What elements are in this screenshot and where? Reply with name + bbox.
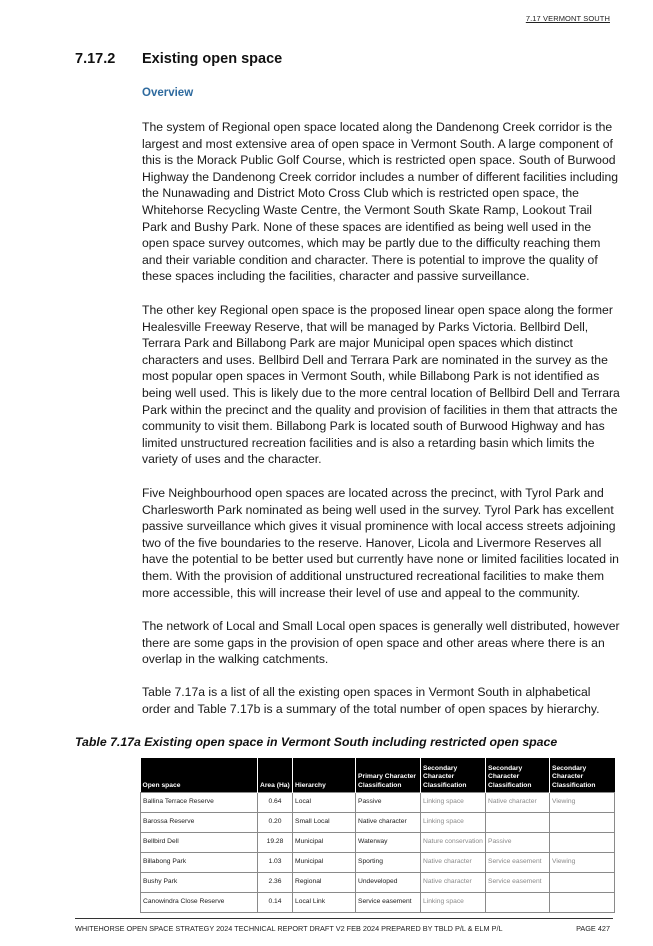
- section-title: Existing open space: [142, 51, 283, 67]
- cell-secondary-3: [550, 893, 615, 913]
- section-number: 7.17.2: [75, 51, 116, 67]
- table-row: [141, 893, 615, 913]
- cell-hierarchy: Local Link: [293, 893, 356, 913]
- cell-hierarchy: Municipal: [293, 833, 356, 853]
- cell-secondary-1: Nature conservation: [421, 833, 486, 853]
- header-secondary-character-3: Secondary Character Classification: [550, 758, 615, 793]
- header-area: Area (Ha): [258, 758, 293, 793]
- cell-primary-character: Native character: [356, 813, 421, 833]
- footer-divider: [75, 918, 613, 919]
- cell-primary-character: Sporting: [356, 853, 421, 873]
- cell-secondary-1: Linking space: [421, 893, 486, 913]
- cell-secondary-3: [550, 813, 615, 833]
- cell-open-space: Ballina Terrace Reserve: [141, 793, 258, 813]
- footer-page-number: PAGE 427: [576, 924, 610, 933]
- paragraph-table-intro: Table 7.17a is a list of all the existing open spaces in Vermont South in alphabetical order and Table 7.17b is a summary of the total number of open spaces by hierarchy.: [142, 685, 600, 716]
- running-header: 7.17 VERMONT SOUTH: [525, 14, 610, 23]
- cell-secondary-1: Native character: [421, 873, 486, 893]
- cell-primary-character: Waterway: [356, 833, 421, 853]
- cell-secondary-1: Linking space: [421, 793, 486, 813]
- cell-hierarchy: Municipal: [293, 853, 356, 873]
- cell-open-space: Barossa Reserve: [141, 813, 258, 833]
- table-header-row: [141, 758, 615, 793]
- cell-secondary-2: Service easement: [486, 873, 550, 893]
- paragraph-neighbourhood: Five Neighbourhood open spaces are located across the precinct, with Tyrol Park and Charlesworth Park nominated as being well used in the survey. Tyrol Park has excellent passive surveillance which gives it visual prominence with local access streets adjoining two of the five boundaries to the reserve. Hanover, Licola and Livermore Reserves all have the potential to be better used but currently have none or limited facilities located in them. With the provision of additional unstructured recreational facilities to make them more accessible, this will increase their level of use and appeal to the community.: [142, 486, 619, 600]
- cell-hierarchy: Local: [293, 793, 356, 813]
- table-row: [141, 833, 615, 853]
- paragraph-regional-healesville: The other key Regional open space is the proposed linear open space along the former Healesville Freeway Reserve, that will be managed by Parks Victoria. Bellbird Dell, Terrara Park and Billabong Park are major Municipal open spaces which distinct characters and uses. Bellbird Dell and Terrara Park are nominated in the survey as the most popular open spaces in Vermont South, while Billabong Park is not identified as being well used. This is likely due to the more central location of Bellbird Dell and Terrara Park within the precinct and the quality and provision of facilities in them that attracts the community to visit them. Billabong Park is located south of Burwood Highway and has limited unstructured recreation facilities and is also a retarding basin which limits the variety of uses and the character.: [142, 303, 620, 467]
- cell-secondary-3: Viewing: [550, 793, 615, 813]
- table-row: [141, 793, 615, 813]
- cell-secondary-2: Service easement: [486, 853, 550, 873]
- subheading-overview: Overview: [142, 87, 194, 99]
- cell-secondary-2: Passive: [486, 833, 550, 853]
- cell-open-space: Canowindra Close Reserve: [141, 893, 258, 913]
- header-secondary-character-2: Secondary Character Classification: [486, 758, 550, 793]
- cell-primary-character: Undeveloped: [356, 873, 421, 893]
- table-row: [141, 873, 615, 893]
- table-row: [141, 813, 615, 833]
- cell-secondary-2: [486, 813, 550, 833]
- cell-area: 2.36: [258, 873, 293, 893]
- cell-secondary-1: Linking space: [421, 813, 486, 833]
- cell-area: 1.03: [258, 853, 293, 873]
- footer-report-info: WHITEHORSE OPEN SPACE STRATEGY 2024 TECHNICAL REPORT DRAFT V2 FEB 2024 PREPARED BY TBLD P/L & ELM P/L: [75, 924, 503, 933]
- cell-secondary-3: Viewing: [550, 853, 615, 873]
- cell-area: 0.20: [258, 813, 293, 833]
- cell-secondary-1: Native character: [421, 853, 486, 873]
- cell-secondary-3: [550, 873, 615, 893]
- cell-open-space: Bellbird Dell: [141, 833, 258, 853]
- cell-area: 19.28: [258, 833, 293, 853]
- table-caption: Table 7.17a Existing open space in Vermont South including restricted open space: [75, 735, 558, 749]
- paragraph-regional-dandenong: The system of Regional open space located along the Dandenong Creek corridor is the largest and most extensive area of open space in Vermont South. A large component of this is the Morack Public Golf Course, which is restricted open space. South of Burwood Highway the Dandenong Creek corridor includes a number of different facilities including the Nunawading and District Moto Cross Club which is restricted open space, the Whitehorse Recycling Waste Centre, the Vermont South Skate Ramp, Lookout Trail Park and Bushy Park. None of these spaces are identified as being well used in the open space survey outcomes, which may be partly due to the difficulty reaching them and their variable condition and character. There is potential to improve the quality of these spaces including the facilities, character and passive surveillance.: [142, 120, 619, 284]
- cell-area: 0.64: [258, 793, 293, 813]
- cell-hierarchy: Regional: [293, 873, 356, 893]
- cell-secondary-3: [550, 833, 615, 853]
- header-secondary-character-1: Secondary Character Classification: [421, 758, 486, 793]
- header-primary-character: Primary Character Classification: [356, 758, 421, 793]
- cell-open-space: Bushy Park: [141, 873, 258, 893]
- header-open-space: Open space: [141, 758, 258, 793]
- cell-primary-character: Service easement: [356, 893, 421, 913]
- cell-primary-character: Passive: [356, 793, 421, 813]
- cell-area: 0.14: [258, 893, 293, 913]
- header-hierarchy: Hierarchy: [293, 758, 356, 793]
- cell-hierarchy: Small Local: [293, 813, 356, 833]
- paragraph-local: The network of Local and Small Local open spaces is generally well distributed, however there are some gaps in the provision of open space and other areas where there is an overlap in the walking catchments.: [142, 619, 620, 667]
- cell-secondary-2: [486, 893, 550, 913]
- cell-open-space: Billabong Park: [141, 853, 258, 873]
- open-space-table: [140, 758, 615, 913]
- table-row: [141, 853, 615, 873]
- cell-secondary-2: Native character: [486, 793, 550, 813]
